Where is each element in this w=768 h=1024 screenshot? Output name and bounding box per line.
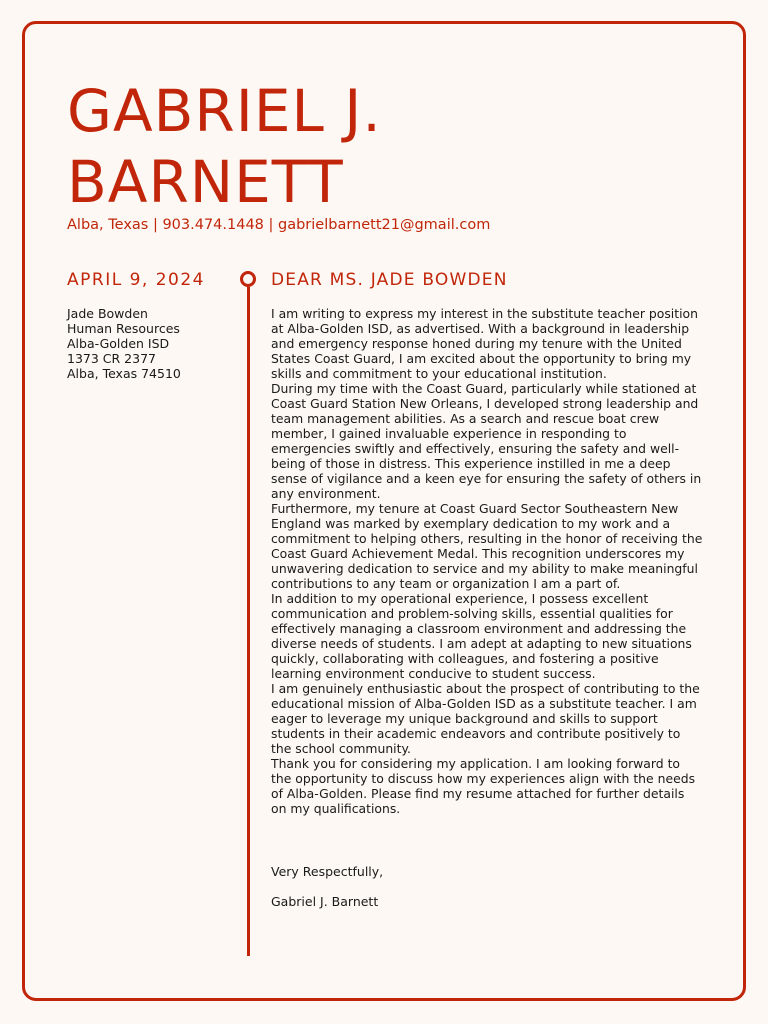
body-paragraph: Thank you for considering my application. I am looking forward to the opportunity to discuss how my experiences align with the needs of Alba-Golden. Please find my resume attached for further details on my qualifications.: [271, 756, 696, 816]
timeline-divider: [247, 287, 250, 956]
letter-body: [271, 306, 703, 816]
salutation: DEAR MS. JADE BOWDEN: [271, 270, 508, 290]
recipient-organization: Alba-Golden ISD: [67, 336, 170, 351]
letter-closing: Very Respectfully,: [271, 864, 384, 879]
contact-info: Alba, Texas | 903.474.1448 | gabrielbarnett21@gmail.com: [67, 217, 491, 233]
recipient-city: Alba, Texas 74510: [67, 366, 181, 381]
letter-date: APRIL 9, 2024: [67, 270, 205, 290]
recipient-department: Human Resources: [67, 321, 180, 336]
body-paragraph: Furthermore, my tenure at Coast Guard Sector Southeastern New England was marked by exemplary dedication to my work and a commitment to helping others, resulting in the honor of receiving the Coast Guard Achievement Medal. This recognition underscores my unwavering dedication to service and my ability to make meaningful contributions to any team or organization I am a part of.: [271, 501, 703, 591]
body-paragraph: I am writing to express my interest in the substitute teacher position at Alba-Golden ISD, as advertised. With a background in leadership and emergency response honed during my tenure with the United States Coast Guard, I am excited about the opportunity to bring my skills and commitment to your educational institution.: [271, 306, 698, 381]
recipient-street: 1373 CR 2377: [67, 351, 156, 366]
body-paragraph: During my time with the Coast Guard, particularly while stationed at Coast Guard Station New Orleans, I developed strong leadership and team management abilities. As a search and rescue boat crew member, I gained invaluable experience in responding to emergencies swiftly and effectively, ensuring the safety and well-being of those in distress. This experience instilled in me a deep sense of vigilance and a keen eye for ensuring the safety of others in any environment.: [271, 381, 702, 501]
body-paragraph: In addition to my operational experience, I possess excellent communication and problem-solving skills, essential qualities for effectively managing a classroom environment and addressing the diverse needs of students. I am adept at adapting to new situations quickly, collaborating with colleagues, and fostering a positive learning environment conducive to student success.: [271, 591, 692, 681]
applicant-name: GABRIEL J. BARNETT: [67, 77, 382, 216]
recipient-address: [67, 306, 181, 381]
body-paragraph: I am genuinely enthusiastic about the prospect of contributing to the educational mission of Alba-Golden ISD as a substitute teacher. I am eager to leverage my unique background and skills to support students in their academic endeavors and contribute positively to the school community.: [271, 681, 700, 756]
signature-name: Gabriel J. Barnett: [271, 894, 379, 909]
recipient-name: Jade Bowden: [67, 306, 148, 321]
timeline-dot-icon: [240, 271, 256, 287]
